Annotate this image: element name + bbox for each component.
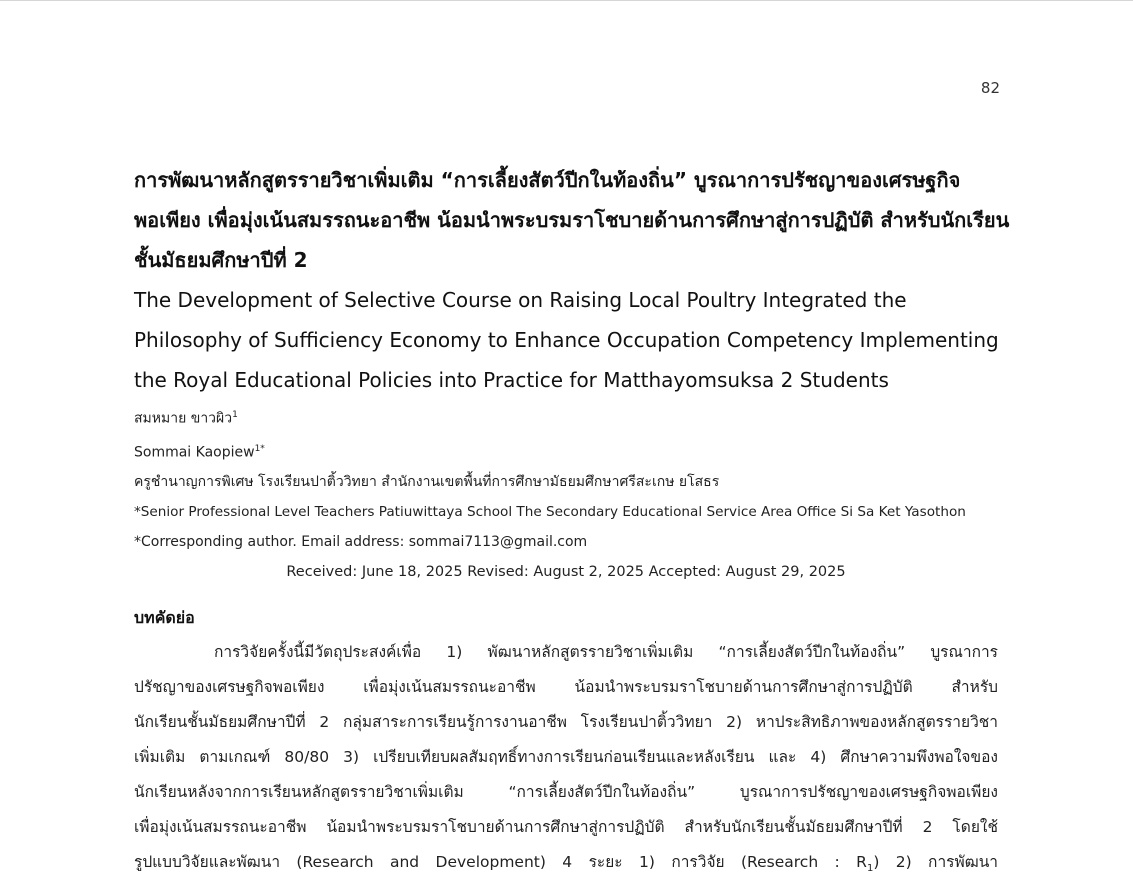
title-thai-line-2: พอเพียง เพื่อมุ่งเน้นสมรรถนะอาชีพ น้อมนำพระบรมราโชบายด้านการศึกษาสู่การปฏิบัติ สำหรับนักเรียน (134, 208, 1010, 232)
title-thai-line-1: การพัฒนาหลักสูตรรายวิชาเพิ่มเติม “การเลี้ยงสัตว์ปีกในท้องถิ่น” บูรณาการปรัชญาของเศรษฐกิจ (134, 168, 961, 192)
page-top-border (0, 0, 1133, 1)
title-english-line-3: the Royal Educational Policies into Practice for Matthayomsuksa 2 Students (134, 368, 889, 392)
abstract-line: นักเรียนชั้นมัธยมศึกษาปีที่ 2 กลุ่มสาระการเรียนรู้การงานอาชีพ โรงเรียนปาติ้ววิทยา 2) หาประสิทธิภาพของหลักสูตรรายวิชา (134, 713, 998, 732)
abstract-last-after-sub: ) 2) การพัฒนา (873, 853, 998, 872)
author-name-english-text: Sommai Kaopiew (134, 444, 255, 461)
author-thai-affil-mark: 1 (232, 410, 238, 420)
submission-dates: Received: June 18, 2025 Revised: August 2, 2025 Accepted: August 29, 2025 (286, 564, 846, 581)
corresponding-author: *Corresponding author. Email address: sommai7113@gmail.com (134, 534, 588, 551)
author-name-thai-text: สมหมาย ขาวผิว (134, 410, 233, 427)
abstract-line: ปรัชญาของเศรษฐกิจพอเพียง เพื่อมุ่งเน้นสมรรถนะอาชีพ น้อมนำพระบรมราโชบายด้านการศึกษาสู่การปฏิบัติ สำหรับ (134, 678, 998, 697)
abstract-last-before-sub: รูปแบบวิจัยและพัฒนา (Research and Development) 4 ระยะ 1) การวิจัย (Research : R (134, 853, 867, 872)
author-name-english (134, 434, 998, 468)
title-english-line-2: Philosophy of Sufficiency Economy to Enhance Occupation Competency Implementing (134, 328, 999, 352)
abstract-line: นักเรียนหลังจากการเรียนหลักสูตรรายวิชาเพิ่มเติม “การเลี้ยงสัตว์ปีกในท้องถิ่น” บูรณาการปรัชญาของเศรษฐกิจพอเพียง (134, 783, 998, 802)
title-thai (134, 160, 1010, 280)
affiliation-thai: ครูชำนาญการพิเศษ โรงเรียนปาติ้ววิทยา สำนักงานเขตพื้นที่การศึกษามัธยมศึกษาศรีสะเกษ ยโสธร (134, 474, 720, 491)
abstract-line: เพื่อมุ่งเน้นสมรรถนะอาชีพ น้อมนำพระบรมราโชบายด้านการศึกษาสู่การปฏิบัติ สำหรับนักเรียนชั้นมัธยมศึกษาปีที่ 2 โดยใช้ (134, 818, 998, 837)
author-name-thai (134, 400, 998, 434)
author-english-affil-mark: 1* (254, 443, 265, 454)
affiliation-english: *Senior Professional Level Teachers Patiuwittaya School The Secondary Educational Service Area Office Si Sa Ket Yasothon (134, 504, 966, 521)
abstract-heading: บทคัดย่อ (134, 608, 195, 628)
article-header (134, 160, 1010, 875)
title-english (134, 280, 998, 400)
abstract-research-subscript: 1 (866, 863, 874, 875)
page-number: 82 (980, 79, 1000, 97)
abstract-line-last (134, 845, 998, 886)
abstract-body (134, 635, 998, 886)
abstract-line: เพิ่มเติม ตามเกณฑ์ 80/80 3) เปรียบเทียบผลสัมฤทธิ์ทางการเรียนก่อนเรียนและหลังเรียน และ 4) ศึกษาความพึงพอใจของ (134, 748, 998, 767)
title-thai-line-3: ชั้นมัธยมศึกษาปีที่ 2 (134, 248, 308, 272)
abstract-line: การวิจัยครั้งนี้มีวัตถุประสงค์เพื่อ 1) พัฒนาหลักสูตรรายวิชาเพิ่มเติม “การเลี้ยงสัตว์ปีกในท้องถิ่น” บูรณาการ (214, 643, 998, 662)
title-english-line-1: The Development of Selective Course on Raising Local Poultry Integrated the (134, 288, 907, 312)
